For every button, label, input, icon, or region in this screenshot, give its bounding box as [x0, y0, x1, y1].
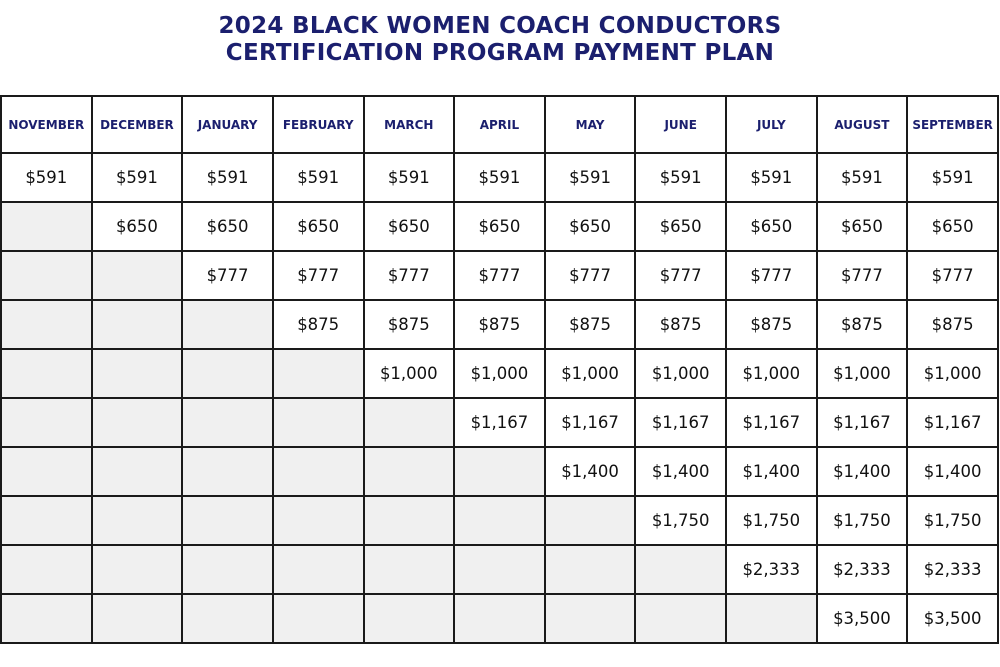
table-row — [1, 496, 998, 545]
empty-cell — [273, 545, 364, 594]
table-row — [1, 398, 998, 447]
empty-cell — [182, 545, 273, 594]
empty-cell — [182, 349, 273, 398]
payment-cell: $875 — [907, 300, 998, 349]
empty-cell — [1, 496, 92, 545]
empty-cell — [454, 545, 545, 594]
payment-cell: $1,167 — [817, 398, 908, 447]
empty-cell — [92, 545, 183, 594]
empty-cell — [273, 594, 364, 643]
month-header-february: FEBRUARY — [273, 96, 364, 153]
table-row — [1, 349, 998, 398]
empty-cell — [182, 594, 273, 643]
payment-cell: $2,333 — [907, 545, 998, 594]
payment-cell: $650 — [92, 202, 183, 251]
payment-cell: $875 — [817, 300, 908, 349]
empty-cell — [364, 496, 455, 545]
payment-cell: $1,000 — [817, 349, 908, 398]
payment-cell: $875 — [545, 300, 636, 349]
payment-cell: $1,000 — [364, 349, 455, 398]
empty-cell — [1, 545, 92, 594]
payment-cell: $1,750 — [726, 496, 817, 545]
empty-cell — [1, 300, 92, 349]
payment-cell: $1,000 — [726, 349, 817, 398]
empty-cell — [545, 594, 636, 643]
page-title — [0, 13, 1000, 67]
empty-cell — [635, 594, 726, 643]
empty-cell — [92, 398, 183, 447]
payment-cell: $591 — [364, 153, 455, 202]
table-row — [1, 202, 998, 251]
payment-cell: $2,333 — [726, 545, 817, 594]
payment-cell: $650 — [364, 202, 455, 251]
payment-cell: $650 — [907, 202, 998, 251]
payment-cell: $650 — [817, 202, 908, 251]
empty-cell — [1, 202, 92, 251]
payment-cell: $875 — [364, 300, 455, 349]
empty-cell — [454, 447, 545, 496]
payment-cell: $777 — [907, 251, 998, 300]
empty-cell — [545, 545, 636, 594]
payment-cell: $1,750 — [907, 496, 998, 545]
payment-cell: $1,167 — [454, 398, 545, 447]
payment-cell: $777 — [364, 251, 455, 300]
payment-cell: $591 — [273, 153, 364, 202]
payment-cell: $650 — [726, 202, 817, 251]
empty-cell — [273, 398, 364, 447]
payment-cell: $591 — [817, 153, 908, 202]
table-row — [1, 545, 998, 594]
payment-cell: $777 — [182, 251, 273, 300]
payment-cell: $650 — [182, 202, 273, 251]
payment-cell: $1,750 — [635, 496, 726, 545]
empty-cell — [273, 349, 364, 398]
payment-cell: $591 — [726, 153, 817, 202]
payment-cell: $591 — [454, 153, 545, 202]
month-header-june: JUNE — [635, 96, 726, 153]
payment-cell: $875 — [635, 300, 726, 349]
empty-cell — [92, 447, 183, 496]
empty-cell — [1, 349, 92, 398]
payment-cell: $591 — [92, 153, 183, 202]
empty-cell — [182, 496, 273, 545]
payment-cell: $1,000 — [635, 349, 726, 398]
empty-cell — [545, 496, 636, 545]
title-line-2: CERTIFICATION PROGRAM PAYMENT PLAN — [225, 40, 775, 66]
payment-cell: $1,000 — [454, 349, 545, 398]
empty-cell — [364, 398, 455, 447]
month-header-september: SEPTEMBER — [907, 96, 998, 153]
empty-cell — [92, 251, 183, 300]
month-header-march: MARCH — [364, 96, 455, 153]
table-row — [1, 594, 998, 643]
payment-cell: $777 — [545, 251, 636, 300]
payment-cell: $777 — [635, 251, 726, 300]
empty-cell — [364, 447, 455, 496]
header-row — [1, 96, 998, 153]
payment-cell: $777 — [726, 251, 817, 300]
payment-cell: $3,500 — [817, 594, 908, 643]
payment-cell: $777 — [817, 251, 908, 300]
table-row — [1, 447, 998, 496]
payment-cell: $1,167 — [907, 398, 998, 447]
payment-plan-table — [0, 95, 999, 644]
payment-cell: $591 — [635, 153, 726, 202]
empty-cell — [273, 447, 364, 496]
empty-cell — [726, 594, 817, 643]
payment-cell: $1,400 — [635, 447, 726, 496]
payment-cell: $650 — [635, 202, 726, 251]
empty-cell — [273, 496, 364, 545]
payment-cell: $650 — [545, 202, 636, 251]
payment-cell: $1,400 — [907, 447, 998, 496]
payment-cell: $1,750 — [817, 496, 908, 545]
table-row — [1, 153, 998, 202]
empty-cell — [364, 545, 455, 594]
empty-cell — [92, 300, 183, 349]
payment-cell: $1,167 — [635, 398, 726, 447]
payment-cell: $3,500 — [907, 594, 998, 643]
empty-cell — [1, 251, 92, 300]
payment-cell: $650 — [454, 202, 545, 251]
empty-cell — [1, 594, 92, 643]
payment-cell: $591 — [545, 153, 636, 202]
payment-cell: $777 — [273, 251, 364, 300]
month-header-january: JANUARY — [182, 96, 273, 153]
month-header-december: DECEMBER — [92, 96, 183, 153]
payment-cell: $591 — [182, 153, 273, 202]
payment-cell: $1,000 — [545, 349, 636, 398]
payment-cell: $1,400 — [726, 447, 817, 496]
month-header-august: AUGUST — [817, 96, 908, 153]
empty-cell — [1, 447, 92, 496]
payment-cell: $1,400 — [817, 447, 908, 496]
empty-cell — [454, 496, 545, 545]
month-header-may: MAY — [545, 96, 636, 153]
empty-cell — [92, 349, 183, 398]
payment-cell: $2,333 — [817, 545, 908, 594]
month-header-april: APRIL — [454, 96, 545, 153]
empty-cell — [92, 594, 183, 643]
empty-cell — [454, 594, 545, 643]
payment-cell: $1,400 — [545, 447, 636, 496]
title-line-1: 2024 BLACK WOMEN COACH CONDUCTORS — [218, 13, 782, 39]
payment-cell: $650 — [273, 202, 364, 251]
payment-cell: $1,167 — [545, 398, 636, 447]
empty-cell — [182, 398, 273, 447]
empty-cell — [92, 496, 183, 545]
month-header-november: NOVEMBER — [1, 96, 92, 153]
empty-cell — [364, 594, 455, 643]
payment-cell: $777 — [454, 251, 545, 300]
payment-cell: $875 — [726, 300, 817, 349]
empty-cell — [635, 545, 726, 594]
month-header-july: JULY — [726, 96, 817, 153]
payment-cell: $591 — [1, 153, 92, 202]
payment-cell: $875 — [454, 300, 545, 349]
payment-cell: $875 — [273, 300, 364, 349]
table-row — [1, 300, 998, 349]
payment-cell: $1,167 — [726, 398, 817, 447]
payment-cell: $591 — [907, 153, 998, 202]
payment-cell: $1,000 — [907, 349, 998, 398]
empty-cell — [182, 300, 273, 349]
empty-cell — [1, 398, 92, 447]
empty-cell — [182, 447, 273, 496]
payment-rows — [1, 153, 998, 643]
table-row — [1, 251, 998, 300]
